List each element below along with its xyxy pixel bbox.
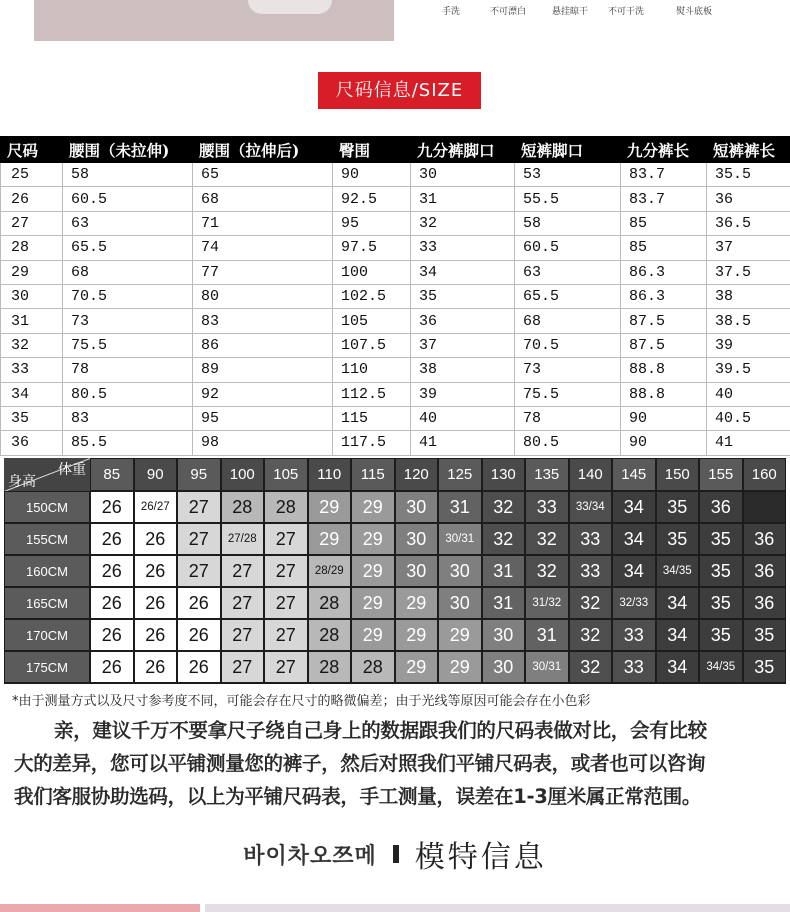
size-recommendation-cell: 26 bbox=[91, 620, 133, 650]
weight-header-cell: 90 bbox=[135, 459, 177, 490]
size-table-cell: 53 bbox=[515, 163, 621, 187]
size-table-cell: 27 bbox=[1, 211, 63, 235]
size-recommendation-cell: 27 bbox=[265, 620, 307, 650]
size-recommendation-cell: 36 bbox=[744, 524, 786, 554]
size-table-cell: 33 bbox=[411, 236, 515, 260]
size-table-cell: 78 bbox=[63, 358, 193, 382]
weight-header-cell: 130 bbox=[483, 459, 525, 490]
height-row-label: 175CM bbox=[5, 652, 89, 682]
size-recommendation-cell: 28 bbox=[265, 492, 307, 522]
size-table-header-cell: 短裤脚口 bbox=[515, 137, 621, 163]
size-table-cell: 95 bbox=[193, 406, 333, 430]
size-recommendation-cell: 32 bbox=[483, 492, 525, 522]
size-recommendation-cell: 26 bbox=[178, 620, 220, 650]
size-table-cell: 32 bbox=[1, 333, 63, 357]
size-table-cell: 80.5 bbox=[515, 431, 621, 455]
size-table-cell: 85 bbox=[621, 211, 707, 235]
measurement-disclaimer: *由于测量方式以及尺寸参考度不同，可能会存在尺寸的略微偏差；由于光线等原因可能会存在小色彩 bbox=[12, 694, 591, 709]
size-table-cell: 112.5 bbox=[333, 382, 411, 406]
size-table-cell: 110 bbox=[333, 358, 411, 382]
size-table-cell: 75.5 bbox=[63, 333, 193, 357]
size-table-cell: 85.5 bbox=[63, 431, 193, 455]
size-recommendation-cell bbox=[744, 492, 786, 522]
size-recommendation-cell: 35 bbox=[744, 652, 786, 682]
size-table-cell: 28 bbox=[1, 236, 63, 260]
size-recommendation-cell: 29 bbox=[309, 492, 351, 522]
size-recommendation-cell: 29 bbox=[352, 556, 394, 586]
size-recommendation-cell: 26 bbox=[178, 588, 220, 618]
height-weight-size-grid bbox=[4, 458, 786, 684]
size-recommendation-cell: 33/34 bbox=[570, 492, 612, 522]
size-recommendation-cell: 34 bbox=[657, 588, 699, 618]
size-table-cell: 83.7 bbox=[621, 187, 707, 211]
size-recommendation-cell: 33 bbox=[570, 556, 612, 586]
height-row-label: 170CM bbox=[5, 620, 89, 650]
size-table-cell: 83 bbox=[63, 406, 193, 430]
size-recommendation-cell: 34 bbox=[613, 524, 655, 554]
size-table-cell: 77 bbox=[193, 260, 333, 284]
size-table-cell: 90 bbox=[333, 163, 411, 187]
size-table-cell: 31 bbox=[1, 309, 63, 333]
size-table-cell: 88.8 bbox=[621, 382, 707, 406]
size-recommendation-cell: 26 bbox=[91, 492, 133, 522]
size-recommendation-cell: 33 bbox=[613, 652, 655, 682]
size-table-row bbox=[1, 163, 790, 187]
size-recommendation-cell: 30 bbox=[439, 588, 481, 618]
size-table-cell: 97.5 bbox=[333, 236, 411, 260]
weight-header-cell: 125 bbox=[439, 459, 481, 490]
size-table-header-cell: 腰围（拉伸后) bbox=[193, 137, 333, 163]
height-axis-label: 身高 bbox=[8, 474, 36, 490]
size-recommendation-cell: 31 bbox=[439, 492, 481, 522]
size-table-cell: 70.5 bbox=[63, 284, 193, 308]
size-table-cell: 71 bbox=[193, 211, 333, 235]
size-table-cell: 40.5 bbox=[707, 406, 790, 430]
size-table-cell: 102.5 bbox=[333, 284, 411, 308]
size-recommendation-cell: 28/29 bbox=[309, 556, 351, 586]
size-recommendation-cell: 33 bbox=[613, 620, 655, 650]
size-recommendation-cell: 32 bbox=[526, 524, 568, 554]
size-recommendation-cell: 31 bbox=[483, 556, 525, 586]
size-recommendation-cell: 30 bbox=[396, 524, 438, 554]
size-table-cell: 35 bbox=[1, 406, 63, 430]
size-table-row bbox=[1, 431, 790, 455]
size-recommendation-cell: 26 bbox=[135, 556, 177, 586]
advice-line-1: 亲，建议千万不要拿尺子绕自己身上的数据跟我们的尺码表做对比，会有比较 bbox=[54, 719, 707, 742]
size-recommendation-cell: 30 bbox=[483, 620, 525, 650]
weight-header-cell: 155 bbox=[700, 459, 742, 490]
size-recommendation-cell: 30/31 bbox=[439, 524, 481, 554]
size-recommendation-cell: 35 bbox=[744, 620, 786, 650]
size-table-header-cell: 九分裤脚口 bbox=[411, 137, 515, 163]
size-recommendation-cell: 27/28 bbox=[222, 524, 264, 554]
size-recommendation-cell: 30 bbox=[483, 652, 525, 682]
size-table-cell: 68 bbox=[63, 260, 193, 284]
care-label-row bbox=[420, 0, 760, 30]
size-table-cell: 38.5 bbox=[707, 309, 790, 333]
size-table-cell: 85 bbox=[621, 236, 707, 260]
size-table-cell: 80 bbox=[193, 284, 333, 308]
size-recommendation-cell: 35 bbox=[700, 620, 742, 650]
weight-axis-label: 体重 bbox=[58, 462, 86, 478]
size-table-row bbox=[1, 284, 790, 308]
size-recommendation-cell: 27 bbox=[222, 620, 264, 650]
size-table-cell: 58 bbox=[515, 211, 621, 235]
size-table-cell: 41 bbox=[707, 431, 790, 455]
height-row-label: 150CM bbox=[5, 492, 89, 522]
size-table-cell: 83 bbox=[193, 309, 333, 333]
size-recommendation-cell: 27 bbox=[222, 588, 264, 618]
size-table-cell: 90 bbox=[621, 431, 707, 455]
size-recommendation-cell: 26 bbox=[178, 652, 220, 682]
size-table-cell: 33 bbox=[1, 358, 63, 382]
size-recommendation-cell: 35 bbox=[700, 524, 742, 554]
size-table-row bbox=[1, 406, 790, 430]
weight-header-cell: 110 bbox=[309, 459, 351, 490]
size-recommendation-cell: 32 bbox=[570, 588, 612, 618]
size-recommendation-cell: 34 bbox=[613, 492, 655, 522]
size-table-cell: 86.3 bbox=[621, 284, 707, 308]
size-recommendation-cell: 36 bbox=[700, 492, 742, 522]
size-table-cell: 105 bbox=[333, 309, 411, 333]
size-recommendation-cell: 26 bbox=[135, 588, 177, 618]
care-label-hand-wash: 手洗 bbox=[442, 7, 461, 17]
size-table-row bbox=[1, 333, 790, 357]
size-table-cell: 58 bbox=[63, 163, 193, 187]
height-row-label: 160CM bbox=[5, 556, 89, 586]
size-recommendation-cell: 29 bbox=[352, 588, 394, 618]
advice-line-3: 我们客服协助选码，以上为平铺尺码表，手工测量，误差在1-3厘米属正常范围。 bbox=[14, 785, 702, 808]
size-recommendation-cell: 34 bbox=[613, 556, 655, 586]
size-table-cell: 75.5 bbox=[515, 382, 621, 406]
measurement-advice bbox=[14, 714, 784, 813]
size-recommendation-cell: 33 bbox=[570, 524, 612, 554]
size-table-cell: 40 bbox=[707, 382, 790, 406]
size-table-cell: 37 bbox=[411, 333, 515, 357]
advice-line-2: 大的差异，您可以平铺测量您的裤子，然后对照我们平铺尺码表，或者也可以咨询 bbox=[14, 752, 706, 775]
care-label-hang-dry: 悬挂晾干 bbox=[552, 7, 589, 17]
size-table-cell: 78 bbox=[515, 406, 621, 430]
size-recommendation-cell: 34/35 bbox=[657, 556, 699, 586]
size-table-cell: 36 bbox=[411, 309, 515, 333]
size-table-cell: 65.5 bbox=[63, 236, 193, 260]
size-table-cell: 68 bbox=[515, 309, 621, 333]
weight-header-cell: 95 bbox=[178, 459, 220, 490]
height-row-label: 155CM bbox=[5, 524, 89, 554]
weight-header-cell: 105 bbox=[265, 459, 307, 490]
size-table-cell: 55.5 bbox=[515, 187, 621, 211]
size-table-cell: 35 bbox=[411, 284, 515, 308]
size-table-cell: 86 bbox=[193, 333, 333, 357]
size-recommendation-cell: 26 bbox=[91, 524, 133, 554]
bottom-photo-strip bbox=[0, 904, 790, 912]
size-table-cell: 60.5 bbox=[515, 236, 621, 260]
care-label-no-bleach: 不可漂白 bbox=[490, 7, 527, 17]
weight-header-cell: 160 bbox=[744, 459, 786, 490]
brand-name: 바이차오쯔메 bbox=[243, 843, 377, 869]
size-recommendation-cell: 29 bbox=[396, 588, 438, 618]
care-label-no-dry-clean: 不可干洗 bbox=[608, 7, 645, 17]
size-table-cell: 65 bbox=[193, 163, 333, 187]
size-table-cell: 90 bbox=[621, 406, 707, 430]
size-table-cell: 39 bbox=[707, 333, 790, 357]
size-table-cell: 38 bbox=[411, 358, 515, 382]
size-recommendation-cell: 32 bbox=[483, 524, 525, 554]
weight-header-cell: 145 bbox=[613, 459, 655, 490]
size-table-cell: 32 bbox=[411, 211, 515, 235]
size-table-cell: 37.5 bbox=[707, 260, 790, 284]
size-table-header-cell: 短裤裤长 bbox=[707, 137, 790, 163]
bottom-photo-right bbox=[205, 904, 790, 912]
size-table-header-cell: 九分裤长 bbox=[621, 137, 707, 163]
size-recommendation-cell: 35 bbox=[700, 588, 742, 618]
size-table-cell: 87.5 bbox=[621, 333, 707, 357]
size-table-cell: 87.5 bbox=[621, 309, 707, 333]
size-recommendation-cell: 26 bbox=[135, 652, 177, 682]
size-recommendation-cell: 27 bbox=[178, 492, 220, 522]
size-recommendation-cell: 27 bbox=[265, 652, 307, 682]
size-table-header-cell: 尺码 bbox=[1, 137, 63, 163]
size-recommendation-cell: 26 bbox=[91, 556, 133, 586]
size-table-cell: 63 bbox=[63, 211, 193, 235]
size-table-cell: 25 bbox=[1, 163, 63, 187]
size-recommendation-cell: 30/31 bbox=[526, 652, 568, 682]
size-recommendation-cell: 26 bbox=[91, 652, 133, 682]
size-table-cell: 100 bbox=[333, 260, 411, 284]
size-table-cell: 86.3 bbox=[621, 260, 707, 284]
size-recommendation-cell: 31 bbox=[483, 588, 525, 618]
size-recommendation-cell: 27 bbox=[222, 556, 264, 586]
size-table-row bbox=[1, 260, 790, 284]
size-recommendation-cell: 32 bbox=[526, 556, 568, 586]
weight-header-cell: 115 bbox=[352, 459, 394, 490]
size-recommendation-cell: 26 bbox=[91, 588, 133, 618]
size-recommendation-cell: 28 bbox=[352, 652, 394, 682]
size-table-cell: 89 bbox=[193, 358, 333, 382]
size-recommendation-cell: 27 bbox=[265, 588, 307, 618]
size-recommendation-cell: 29 bbox=[352, 524, 394, 554]
product-photo bbox=[34, 0, 394, 41]
size-recommendation-cell: 26 bbox=[135, 524, 177, 554]
size-table-cell: 60.5 bbox=[63, 187, 193, 211]
care-label-iron: 熨斗底板 bbox=[676, 7, 713, 17]
size-table-row bbox=[1, 382, 790, 406]
size-table-cell: 73 bbox=[63, 309, 193, 333]
size-table-cell: 68 bbox=[193, 187, 333, 211]
size-table-cell: 73 bbox=[515, 358, 621, 382]
size-table-cell: 70.5 bbox=[515, 333, 621, 357]
grid-corner-cell bbox=[4, 458, 90, 491]
size-recommendation-cell: 30 bbox=[396, 492, 438, 522]
size-recommendation-cell: 28 bbox=[309, 588, 351, 618]
size-table-cell: 29 bbox=[1, 260, 63, 284]
size-table-cell: 37 bbox=[707, 236, 790, 260]
shoe-image bbox=[248, 0, 332, 14]
size-recommendation-cell: 28 bbox=[309, 620, 351, 650]
size-table-cell: 83.7 bbox=[621, 163, 707, 187]
size-table-cell: 74 bbox=[193, 236, 333, 260]
model-info-header bbox=[0, 834, 790, 874]
size-recommendation-cell: 27 bbox=[178, 524, 220, 554]
size-table-cell: 115 bbox=[333, 406, 411, 430]
size-table-cell: 88.8 bbox=[621, 358, 707, 382]
size-table-cell: 38 bbox=[707, 284, 790, 308]
weight-header-cell: 135 bbox=[526, 459, 568, 490]
size-recommendation-cell: 29 bbox=[309, 524, 351, 554]
size-table-cell: 65.5 bbox=[515, 284, 621, 308]
size-recommendation-cell: 29 bbox=[439, 620, 481, 650]
size-table-cell: 107.5 bbox=[333, 333, 411, 357]
bottom-photo-left bbox=[0, 904, 200, 912]
size-recommendation-cell: 31 bbox=[526, 620, 568, 650]
size-recommendation-cell: 29 bbox=[396, 652, 438, 682]
size-table-header-cell: 腰围（未拉伸) bbox=[63, 137, 193, 163]
weight-header-cell: 100 bbox=[222, 459, 264, 490]
model-info-title: 模特信息 bbox=[414, 840, 547, 875]
size-recommendation-cell: 33 bbox=[526, 492, 568, 522]
weight-header-cell: 140 bbox=[570, 459, 612, 490]
size-table-row bbox=[1, 211, 790, 235]
size-recommendation-cell: 32/33 bbox=[613, 588, 655, 618]
size-recommendation-cell: 29 bbox=[439, 652, 481, 682]
size-recommendation-cell: 27 bbox=[265, 556, 307, 586]
size-table-header-cell: 臀围 bbox=[333, 137, 411, 163]
weight-header-cell: 120 bbox=[396, 459, 438, 490]
top-strip bbox=[0, 0, 790, 60]
size-recommendation-cell: 34 bbox=[657, 620, 699, 650]
size-table-header bbox=[1, 137, 790, 163]
size-table-cell: 36 bbox=[707, 187, 790, 211]
size-recommendation-cell: 36 bbox=[744, 588, 786, 618]
size-table-cell: 30 bbox=[1, 284, 63, 308]
size-recommendation-cell: 35 bbox=[700, 556, 742, 586]
size-table-cell: 63 bbox=[515, 260, 621, 284]
size-table-cell: 41 bbox=[411, 431, 515, 455]
size-table-cell: 40 bbox=[411, 406, 515, 430]
size-table-cell: 39 bbox=[411, 382, 515, 406]
size-recommendation-cell: 28 bbox=[222, 492, 264, 522]
size-recommendation-cell: 32 bbox=[570, 652, 612, 682]
size-table-cell: 30 bbox=[411, 163, 515, 187]
size-table-cell: 36.5 bbox=[707, 211, 790, 235]
size-recommendation-cell: 34 bbox=[657, 652, 699, 682]
size-table bbox=[0, 136, 790, 456]
size-recommendation-cell: 29 bbox=[352, 620, 394, 650]
weight-header-cell: 85 bbox=[91, 459, 133, 490]
size-recommendation-cell: 28 bbox=[309, 652, 351, 682]
size-recommendation-cell: 27 bbox=[265, 524, 307, 554]
size-table-cell: 95 bbox=[333, 211, 411, 235]
size-table-cell: 36 bbox=[1, 431, 63, 455]
size-table-cell: 26 bbox=[1, 187, 63, 211]
size-recommendation-cell: 30 bbox=[439, 556, 481, 586]
size-recommendation-cell: 27 bbox=[178, 556, 220, 586]
size-table-row bbox=[1, 187, 790, 211]
size-recommendation-cell: 26 bbox=[135, 620, 177, 650]
size-table-cell: 35.5 bbox=[707, 163, 790, 187]
height-row-label: 165CM bbox=[5, 588, 89, 618]
size-recommendation-cell: 35 bbox=[657, 492, 699, 522]
size-table-row bbox=[1, 358, 790, 382]
size-recommendation-cell: 29 bbox=[352, 492, 394, 522]
size-recommendation-cell: 31/32 bbox=[526, 588, 568, 618]
size-recommendation-cell: 32 bbox=[570, 620, 612, 650]
size-table-body bbox=[1, 163, 790, 456]
size-table-cell: 34 bbox=[411, 260, 515, 284]
weight-header-cell: 150 bbox=[657, 459, 699, 490]
size-table-cell: 34 bbox=[1, 382, 63, 406]
size-table-cell: 31 bbox=[411, 187, 515, 211]
size-table-cell: 117.5 bbox=[333, 431, 411, 455]
size-table-cell: 92.5 bbox=[333, 187, 411, 211]
size-recommendation-cell: 35 bbox=[657, 524, 699, 554]
header-divider bbox=[393, 845, 399, 863]
size-table-cell: 80.5 bbox=[63, 382, 193, 406]
size-table-row bbox=[1, 309, 790, 333]
size-table-cell: 39.5 bbox=[707, 358, 790, 382]
size-table-cell: 98 bbox=[193, 431, 333, 455]
size-recommendation-cell: 34/35 bbox=[700, 652, 742, 682]
size-recommendation-cell: 27 bbox=[222, 652, 264, 682]
size-recommendation-cell: 29 bbox=[396, 620, 438, 650]
size-recommendation-cell: 30 bbox=[396, 556, 438, 586]
size-info-banner: 尺码信息/SIZE bbox=[318, 72, 481, 109]
size-recommendation-cell: 26/27 bbox=[135, 492, 177, 522]
size-recommendation-cell: 36 bbox=[744, 556, 786, 586]
size-table-cell: 92 bbox=[193, 382, 333, 406]
size-table-row bbox=[1, 236, 790, 260]
